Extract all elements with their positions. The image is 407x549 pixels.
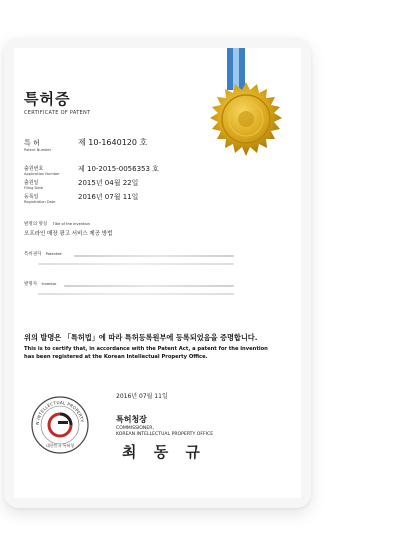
patentee-label-en: Patentee	[45, 252, 62, 256]
patent-number-label: 특 허	[24, 139, 40, 147]
certificate-title: 특허증	[24, 90, 71, 108]
inventor-redacted	[64, 285, 234, 287]
registration-date: 2016년 07월 11일	[78, 193, 139, 201]
registration-date-label: 등록일	[24, 194, 39, 200]
commissioner-signature: 최 동 규	[122, 443, 206, 461]
gold-seal-icon	[206, 80, 286, 160]
patentee-label	[24, 251, 62, 257]
invention-label-en: Title of the Invention	[52, 222, 90, 226]
inventor-label	[24, 281, 57, 287]
patent-number-label-en: Patent Number	[24, 148, 52, 152]
registration-date-label-en: Registration Date	[24, 200, 56, 204]
statement-korean: 위의 발명은 「특허법」에 따라 특허등록원부에 등록되었음을 증명합니다.	[24, 333, 258, 342]
inventor-label-ko: 발명자	[24, 282, 38, 287]
emblem-center-text: 대한민국 특허청	[45, 443, 75, 448]
inventor-label-en: Inventor	[41, 282, 57, 286]
invention-title: 오프라인 매장 광고 서비스 제공 방법	[24, 231, 113, 237]
emblem-ring-text: N INTELLECTUAL PROPERTY	[34, 399, 85, 425]
application-number: 제 10-2015-0056353 호	[78, 165, 159, 173]
application-number-label: 출원번호	[24, 166, 44, 172]
certificate-subtitle: CERTIFICATE OF PATENT	[24, 110, 91, 116]
invention-label-ko: 발명의 명칭	[24, 222, 48, 227]
filing-date-label-en: Filing Date	[24, 186, 44, 190]
invention-label	[24, 221, 90, 227]
filing-date-label: 출원일	[24, 180, 39, 186]
kipo-emblem-icon	[30, 395, 90, 455]
application-number-label-en: Application Number	[24, 172, 60, 176]
statement-english-line2: has been registered at the Korean Intellectual Property Office.	[24, 354, 208, 360]
patentee-label-ko: 특허권자	[24, 252, 42, 257]
commissioner-en-line1: COMMISSIONER,	[116, 426, 154, 431]
commissioner-en-line2: KOREAN INTELLECTUAL PROPERTY OFFICE	[116, 432, 214, 437]
commissioner-title: 특허청장	[116, 415, 147, 424]
patent-certificate	[14, 48, 301, 498]
statement-english-line1: This is to certify that, in accordance with the Patent Act, a patent for the invention	[24, 346, 268, 352]
filing-date: 2015년 04월 22일	[78, 179, 139, 187]
patent-number: 제 10-1640120 호	[78, 138, 148, 147]
inventor-redacted-line2	[38, 293, 234, 295]
issue-date: 2016년 07월 11일	[116, 393, 168, 400]
patentee-redacted-line2	[38, 263, 234, 265]
patentee-redacted	[74, 255, 234, 257]
